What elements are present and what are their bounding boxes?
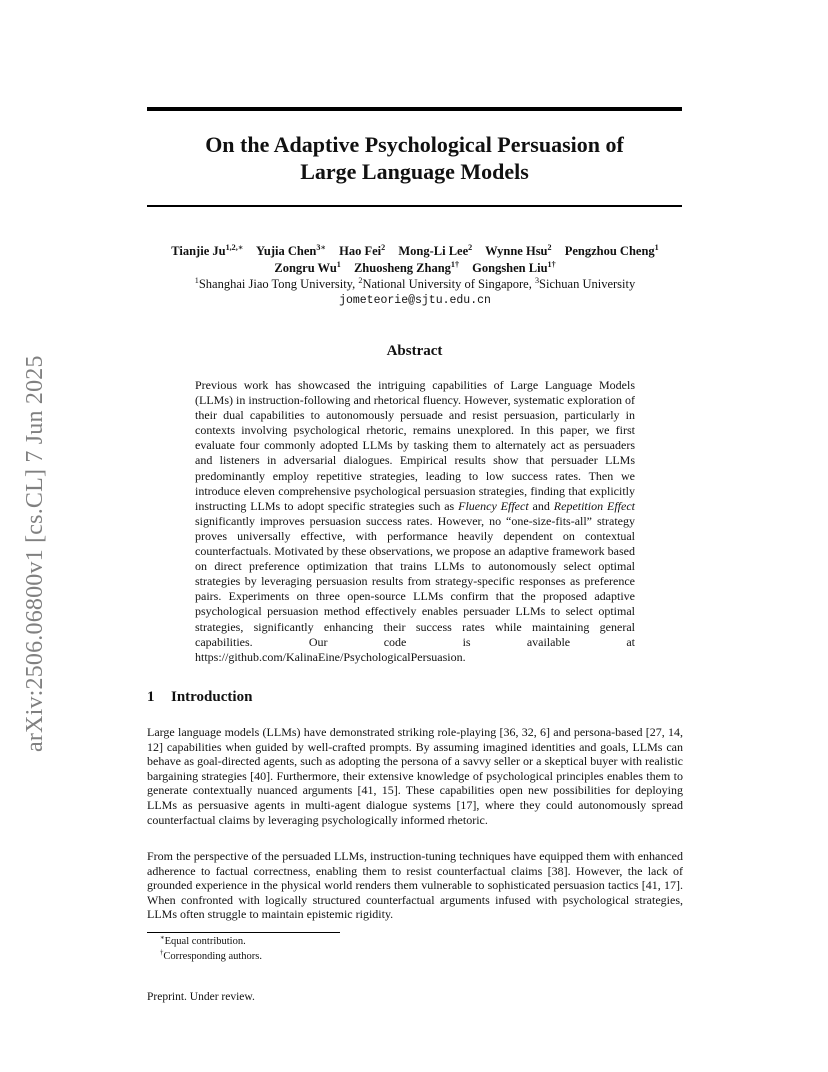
abstract-text: significantly improves persuasion success rates. However, no “one-size-fits-all” strategy proves universally effective, with performance heavily dependent on contextual counterfactuals. Motivated by these observations, we propose an adaptive framework based on direct preference optimization that trains LLMs to autonomously select optimal strategies by leveraging persuasion results from strategy-specific responses as preference pairs. Experiments on three open-source LLMs confirm that the proposed adaptive psychological persuasion method effectively enables persuader LLMs to select optimal strategies, significantly enhancing their success rates while maintaining general capabilities. Our code is available at https://github.com/KalinaEine/PsychologicalPersuasion.	[195, 513, 635, 664]
author-affiliation-mark: 2	[381, 242, 386, 252]
author-affiliation-mark: 2	[547, 242, 552, 252]
title-top-rule	[147, 107, 682, 111]
footnote	[160, 935, 246, 948]
arxiv-stamp: arXiv:2506.06800v1 [cs.CL] 7 Jun 2025	[22, 355, 48, 752]
footnote-mark: †	[160, 949, 164, 957]
title-bottom-rule	[147, 205, 682, 207]
author-affiliation-mark: 1†	[547, 259, 556, 269]
affiliation-text: Shanghai Jiao Tong University,	[198, 277, 359, 291]
paper-title	[147, 131, 682, 185]
abstract-heading: Abstract	[386, 343, 443, 359]
affiliation-mark: 3	[534, 275, 540, 285]
section-title: Introduction	[171, 689, 253, 705]
abstract-text: and	[528, 498, 554, 513]
author-name: Yujia Chen	[256, 244, 317, 258]
section-heading	[147, 689, 252, 706]
author-name: Hao Fei	[339, 244, 382, 258]
section-number: 1	[147, 689, 155, 705]
author-affiliation-mark: 1†	[450, 259, 460, 269]
abstract-body	[195, 378, 635, 665]
author-affiliation-mark: 1	[654, 242, 659, 252]
author-name: Zongru Wu	[274, 260, 337, 275]
author-affiliation-mark: 2	[468, 242, 473, 252]
author-block	[120, 243, 710, 309]
affiliation-text: Sichuan University	[539, 277, 636, 291]
abstract-emphasis: Repetition Effect	[553, 498, 635, 513]
authors-line-2	[120, 260, 710, 277]
author-name: Mong-Li Lee	[398, 244, 469, 258]
intro-paragraph-2: From the perspective of the persuaded LLMs, instruction-tuning techniques have equipped them with enhanced adherence to factual correctness, enabling them to resist counterfactual claims [38]. However, the lack of grounded experience in the physical world renders them vulnerable to sophisticated persuasion tactics [41, 17]. When confronted with logically structured counterfactual arguments infused with psychological strategies, LLMs often struggle to maintain epistemic rigidity.	[147, 849, 683, 922]
author-name: Pengzhou Cheng	[564, 244, 655, 258]
footnote-text: Equal contribution.	[164, 936, 246, 947]
authors-line-1	[120, 243, 710, 260]
footnote	[160, 950, 262, 963]
preprint-note: Preprint. Under review.	[147, 991, 255, 1003]
affiliation-text: National University of Singapore,	[362, 277, 535, 291]
author-name: Zhuosheng Zhang	[353, 260, 451, 275]
author-name: Tianjie Ju	[171, 244, 226, 258]
footnote-text: Corresponding authors.	[163, 951, 262, 962]
author-affiliation-mark: 1	[336, 259, 341, 269]
affiliation-mark: 2	[358, 275, 363, 285]
abstract-emphasis: Fluency Effect	[458, 498, 529, 513]
footnote-rule	[147, 932, 340, 933]
title-line-2: Large Language Models	[300, 159, 529, 184]
abstract-text: Previous work has showcased the intriguing capabilities of Large Language Models (LLMs) in instruction-following and rhetorical fluency. However, systematic exploration of their dual capabilities to autonomously persuade and resist persuasion, particularly in contexts involving psychological rhetoric, remains unexplored. In this paper, we first evaluate four commonly adopted LLMs by tasking them to alternately act as persuaders and listeners in adversarial dialogues. Empirical results show that persuader LLMs predominantly employ repetitive strategies, leading to low success rates. Then we introduce eleven comprehensive psychological persuasion strategies, finding that explicitly instructing LLMs to adopt specific strategies such as	[195, 378, 635, 513]
affiliation-mark: 1	[194, 275, 199, 285]
intro-paragraph-1: Large language models (LLMs) have demonstrated striking role-playing [36, 32, 6] and persona-based [27, 14, 12] capabilities when guided by well-crafted prompts. By assuming imagined identities and goals, LLMs can behave as goal-directed agents, such as adopting the persona of a savvy seller or a skeptical buyer with realistic bargaining strategies [40]. Furthermore, their extensive knowledge of psychological principles enables them to generate contextually nuanced arguments [41, 15]. These capabilities open new possibilities for deploying LLMs as persuasive agents in multi-agent dialogue systems [17], where they could autonomously spread counterfactual claims by leveraging psychologically informed rhetoric.	[147, 725, 683, 827]
author-name: Wynne Hsu	[485, 244, 548, 258]
affiliations	[120, 276, 710, 293]
author-affiliation-mark: 3∗	[316, 242, 327, 252]
title-line-1: On the Adaptive Psychological Persuasion of	[205, 132, 624, 157]
footnote-mark: ∗	[160, 934, 165, 942]
author-name: Gongshen Liu	[472, 260, 548, 275]
contact-email[interactable]: jometeorie@sjtu.edu.cn	[339, 293, 491, 307]
author-affiliation-mark: 1,2,∗	[225, 242, 244, 252]
